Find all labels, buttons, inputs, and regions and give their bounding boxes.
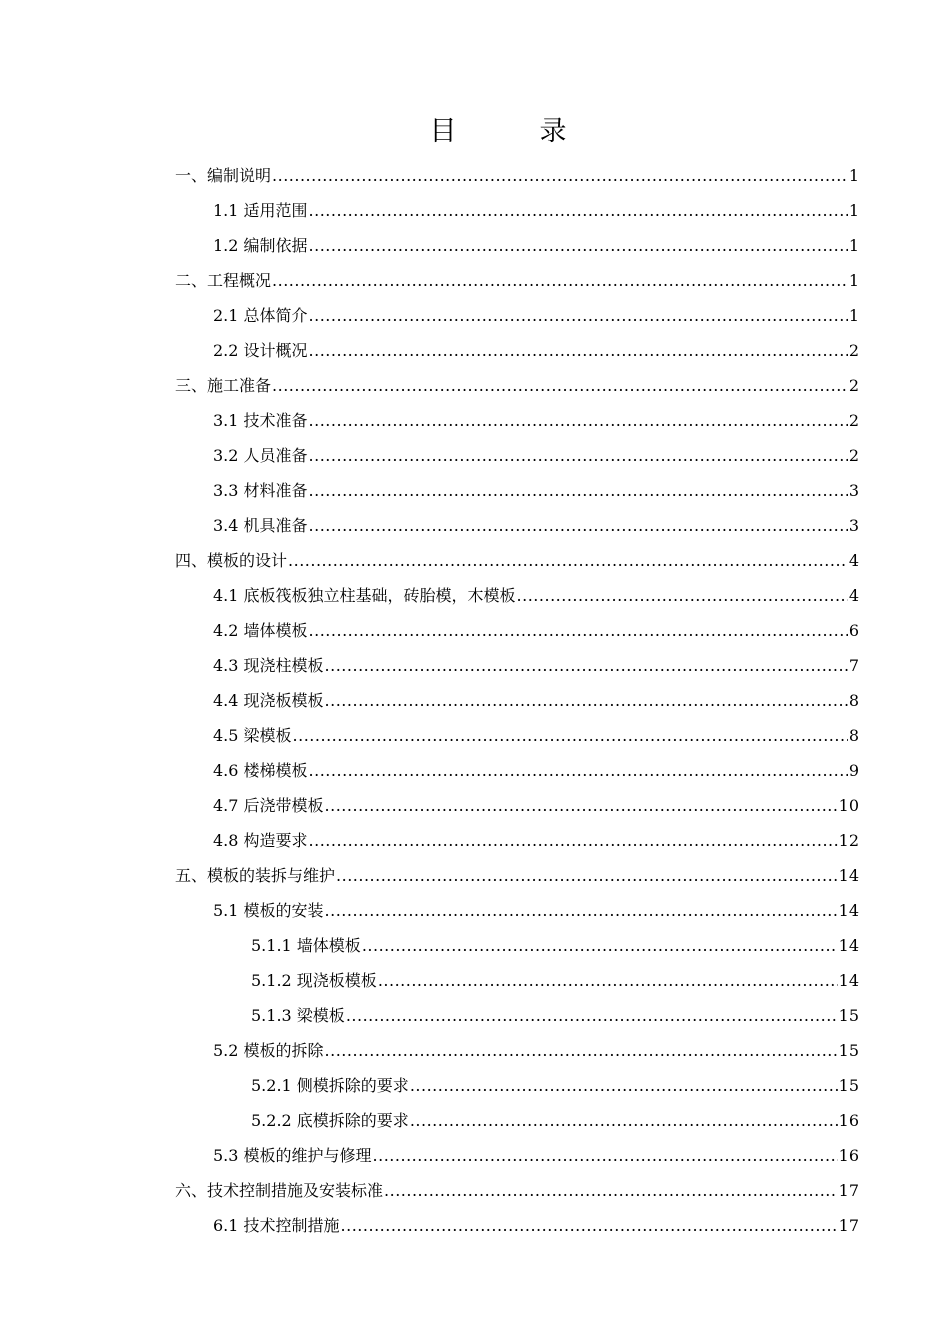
toc-entry-label: 5.1.3 梁模板 (251, 1006, 345, 1025)
toc-entry[interactable] (175, 928, 859, 963)
toc-dot-leader (325, 788, 838, 823)
toc-entry[interactable] (175, 648, 859, 683)
toc-dot-leader (362, 928, 838, 963)
toc-entry[interactable] (175, 228, 859, 263)
toc-entry-label: 4.7 后浇带模板 (213, 796, 324, 815)
toc-entry-label: 4.8 构造要求 (213, 831, 308, 850)
toc-dot-leader (309, 403, 848, 438)
toc-entry[interactable] (175, 333, 859, 368)
toc-entry[interactable] (175, 858, 859, 893)
toc-entry-label: 四、模板的设计 (175, 551, 288, 570)
toc-entry[interactable] (175, 1103, 859, 1138)
toc-entry[interactable] (175, 473, 859, 508)
toc-dot-leader (517, 578, 848, 613)
toc-entry-page-number: 15 (838, 1041, 859, 1060)
toc-entry-label: 3.1 技术准备 (213, 411, 308, 430)
toc-entry[interactable] (175, 1033, 859, 1068)
toc-dot-leader (293, 718, 848, 753)
toc-entry-label: 5.2.2 底模拆除的要求 (251, 1111, 409, 1130)
toc-entry-page-number: 10 (838, 796, 859, 815)
toc-entry-page-number: 1 (848, 166, 859, 185)
toc-entry[interactable] (175, 1208, 859, 1243)
table-of-contents (175, 158, 859, 1243)
toc-entry-label: 3.2 人员准备 (213, 446, 308, 465)
toc-entry-label: 4.1 底板筏板独立柱基础，砖胎模，木模板 (213, 586, 516, 605)
toc-dot-leader (325, 683, 848, 718)
toc-entry[interactable] (175, 1068, 859, 1103)
toc-entry-label: 五、模板的装拆与维护 (175, 866, 336, 885)
toc-entry[interactable] (175, 298, 859, 333)
toc-entry-page-number: 16 (838, 1111, 859, 1130)
toc-entry-page-number: 15 (838, 1076, 859, 1095)
toc-dot-leader (309, 613, 848, 648)
toc-entry-label: 六、技术控制措施及安装标准 (175, 1181, 384, 1200)
toc-dot-leader (272, 368, 848, 403)
toc-dot-leader (309, 228, 848, 263)
toc-entry-page-number: 14 (838, 971, 859, 990)
toc-entry[interactable] (175, 263, 859, 298)
toc-entry-label: 3.3 材料准备 (213, 481, 308, 500)
toc-dot-leader (325, 648, 848, 683)
toc-entry-page-number: 2 (848, 376, 859, 395)
toc-dot-leader (309, 438, 848, 473)
toc-entry-label: 5.3 模板的维护与修理 (213, 1146, 372, 1165)
toc-dot-leader (309, 298, 848, 333)
toc-entry[interactable] (175, 1173, 859, 1208)
toc-dot-leader (309, 823, 838, 858)
toc-entry-label: 三、施工准备 (175, 376, 272, 395)
toc-entry-label: 5.2 模板的拆除 (213, 1041, 324, 1060)
toc-dot-leader (272, 158, 848, 193)
toc-entry-page-number: 1 (848, 271, 859, 290)
toc-dot-leader (341, 1208, 838, 1243)
toc-entry[interactable] (175, 753, 859, 788)
toc-entry-page-number: 1 (848, 201, 859, 220)
toc-entry-label: 4.5 梁模板 (213, 726, 292, 745)
toc-entry-page-number: 8 (848, 691, 859, 710)
toc-entry-label: 4.2 墙体模板 (213, 621, 308, 640)
toc-dot-leader (309, 508, 848, 543)
toc-entry-label: 1.2 编制依据 (213, 236, 308, 255)
toc-entry-label: 5.1.1 墙体模板 (251, 936, 361, 955)
toc-dot-leader (309, 753, 848, 788)
toc-entry-label: 5.1 模板的安装 (213, 901, 324, 920)
toc-dot-leader (288, 543, 848, 578)
toc-entry-label: 3.4 机具准备 (213, 516, 308, 535)
toc-dot-leader (410, 1103, 838, 1138)
toc-entry[interactable] (175, 718, 859, 753)
toc-entry[interactable] (175, 193, 859, 228)
toc-entry-page-number: 14 (838, 901, 859, 920)
toc-entry-page-number: 14 (838, 936, 859, 955)
toc-entry-label: 一、编制说明 (175, 166, 272, 185)
toc-entry-page-number: 1 (848, 306, 859, 325)
toc-entry-page-number: 17 (838, 1181, 859, 1200)
toc-entry-page-number: 2 (848, 341, 859, 360)
toc-entry-label: 2.1 总体简介 (213, 306, 308, 325)
toc-entry-label: 4.6 楼梯模板 (213, 761, 308, 780)
toc-entry[interactable] (175, 158, 859, 193)
toc-dot-leader (309, 193, 848, 228)
toc-entry-page-number: 16 (838, 1146, 859, 1165)
toc-dot-leader (272, 263, 848, 298)
toc-dot-leader (325, 893, 838, 928)
toc-entry-label: 6.1 技术控制措施 (213, 1216, 340, 1235)
toc-entry-page-number: 14 (838, 866, 859, 885)
toc-entry-page-number: 2 (848, 411, 859, 430)
toc-entry-label: 4.3 现浇柱模板 (213, 656, 324, 675)
toc-entry-page-number: 1 (848, 236, 859, 255)
toc-dot-leader (384, 1173, 838, 1208)
toc-entry-label: 2.2 设计概况 (213, 341, 308, 360)
toc-entry[interactable] (175, 1138, 859, 1173)
toc-entry[interactable] (175, 368, 859, 403)
toc-dot-leader (309, 333, 848, 368)
toc-entry-page-number: 4 (848, 586, 859, 605)
toc-entry-page-number: 6 (848, 621, 859, 640)
toc-entry[interactable] (175, 438, 859, 473)
toc-entry[interactable] (175, 543, 859, 578)
toc-entry[interactable] (175, 823, 859, 858)
toc-entry-label: 4.4 现浇板模板 (213, 691, 324, 710)
toc-entry[interactable] (175, 613, 859, 648)
toc-entry[interactable] (175, 963, 859, 998)
toc-entry-page-number: 9 (848, 761, 859, 780)
toc-entry-label: 5.2.1 侧模拆除的要求 (251, 1076, 409, 1095)
toc-dot-leader (378, 963, 838, 998)
toc-dot-leader (336, 858, 838, 893)
toc-entry[interactable] (175, 893, 859, 928)
toc-entry-page-number: 17 (838, 1216, 859, 1235)
toc-entry-page-number: 3 (848, 516, 859, 535)
toc-entry-page-number: 3 (848, 481, 859, 500)
toc-entry-page-number: 4 (848, 551, 859, 570)
toc-entry-page-number: 15 (838, 1006, 859, 1025)
toc-entry-page-number: 8 (848, 726, 859, 745)
toc-dot-leader (373, 1138, 838, 1173)
toc-dot-leader (309, 473, 848, 508)
toc-entry[interactable] (175, 998, 859, 1033)
toc-entry-page-number: 12 (838, 831, 859, 850)
toc-entry-label: 1.1 适用范围 (213, 201, 308, 220)
toc-entry[interactable] (175, 683, 859, 718)
toc-entry[interactable] (175, 403, 859, 438)
toc-entry-page-number: 7 (848, 656, 859, 675)
toc-entry-label: 二、工程概况 (175, 271, 272, 290)
toc-entry-page-number: 2 (848, 446, 859, 465)
toc-entry[interactable] (175, 578, 859, 613)
toc-dot-leader (410, 1068, 838, 1103)
toc-dot-leader (325, 1033, 838, 1068)
toc-title: 目 录 (429, 116, 595, 147)
toc-entry[interactable] (175, 788, 859, 823)
toc-entry-label: 5.1.2 现浇板模板 (251, 971, 377, 990)
toc-dot-leader (346, 998, 838, 1033)
toc-entry[interactable] (175, 508, 859, 543)
